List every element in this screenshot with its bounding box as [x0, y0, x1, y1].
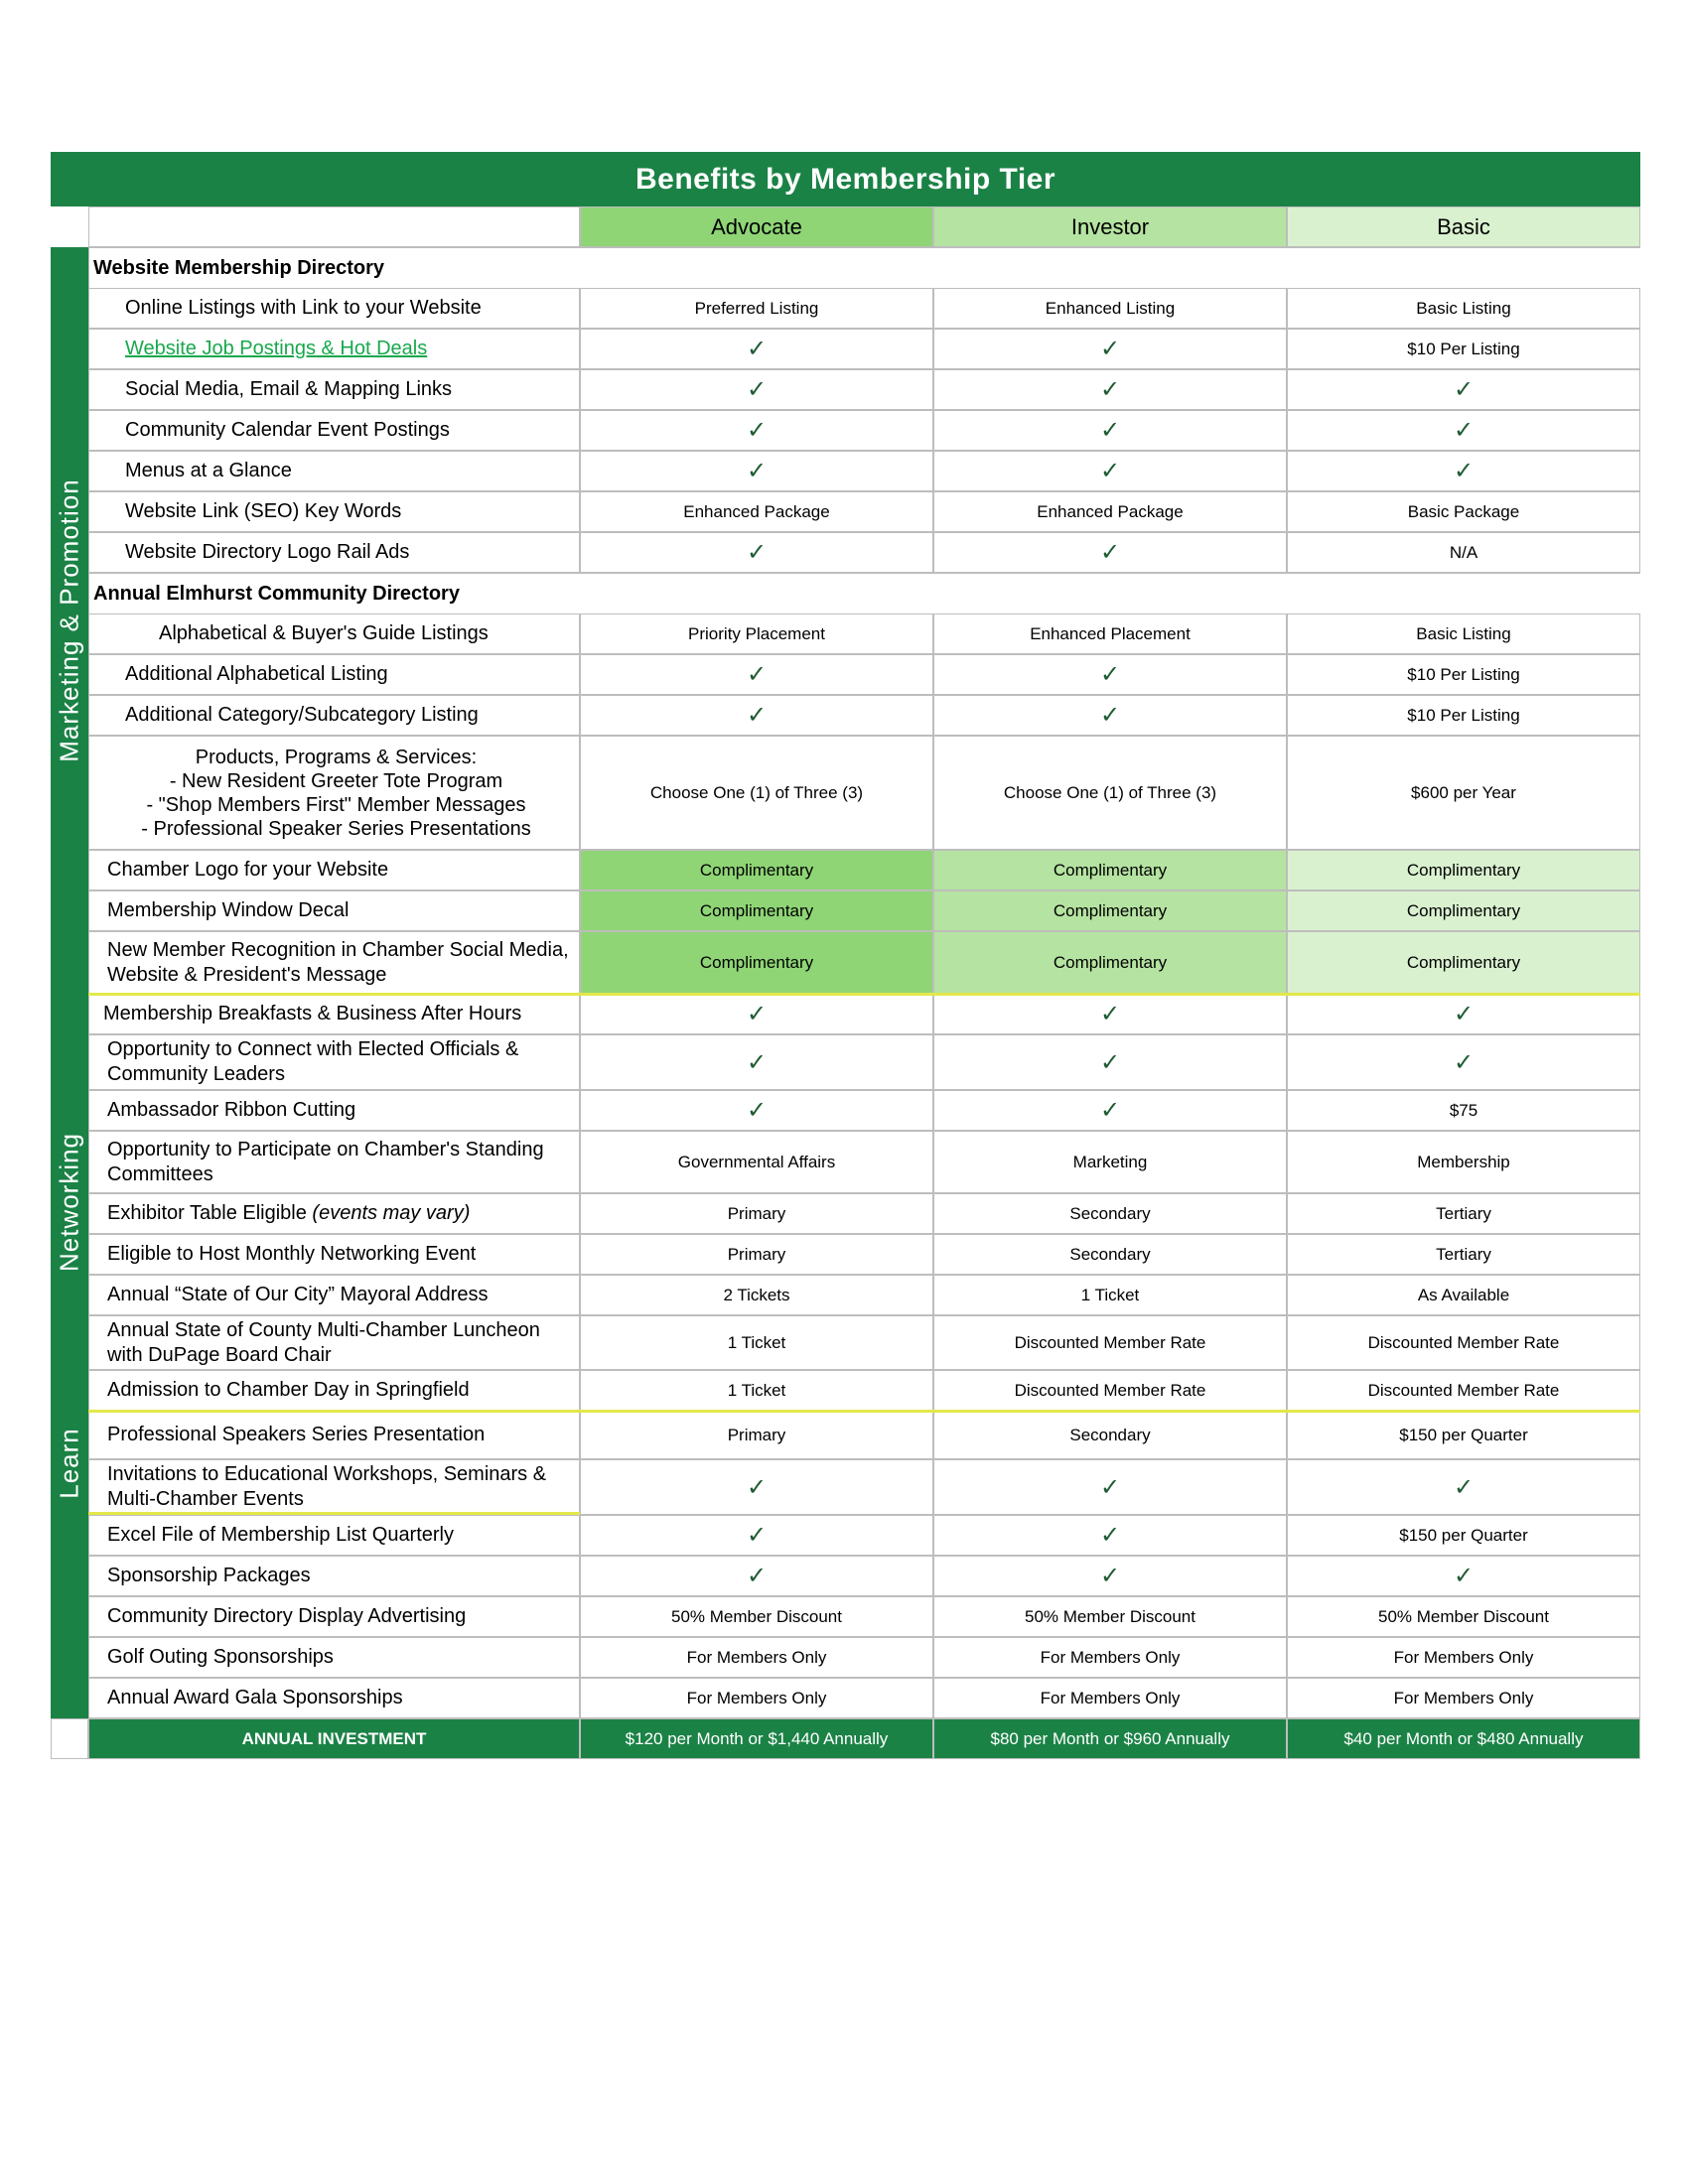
- tier-value: Discounted Member Rate: [933, 1370, 1287, 1411]
- check-icon: ✓: [580, 994, 933, 1034]
- benefit-label: Additional Category/Subcategory Listing: [88, 695, 580, 736]
- check-icon: ✓: [1287, 994, 1640, 1034]
- section-divider: [88, 1410, 1640, 1413]
- tier-value: $10 Per Listing: [1287, 654, 1640, 695]
- benefit-label: Alphabetical & Buyer's Guide Listings: [88, 614, 580, 654]
- tier-value: Complimentary: [1287, 931, 1640, 994]
- benefit-label: Social Media, Email & Mapping Links: [88, 369, 580, 410]
- tier-value: Priority Placement: [580, 614, 933, 654]
- tier-value: Basic Listing: [1287, 614, 1640, 654]
- benefit-label: Annual Award Gala Sponsorships: [88, 1678, 580, 1718]
- job-postings-link[interactable]: Website Job Postings & Hot Deals: [125, 338, 428, 359]
- check-icon: ✓: [1287, 1459, 1640, 1515]
- tier-value: Tertiary: [1287, 1193, 1640, 1234]
- benefit-label: Annual State of County Multi-Chamber Luncheon with DuPage Board Chair: [88, 1315, 580, 1370]
- tier-value: Preferred Listing: [580, 288, 933, 329]
- check-icon: ✓: [580, 410, 933, 451]
- tier-value: 1 Ticket: [933, 1275, 1287, 1315]
- tier-value: $75: [1287, 1090, 1640, 1131]
- tier-value: Membership: [1287, 1131, 1640, 1193]
- tier-value: Marketing: [933, 1131, 1287, 1193]
- tier-value: Discounted Member Rate: [933, 1315, 1287, 1370]
- check-icon: ✓: [933, 410, 1287, 451]
- tier-value: Complimentary: [580, 931, 933, 994]
- benefit-label: Products, Programs & Services: - New Resident Greeter Tote Program - "Shop Members First" Member Messages - Professional Speaker Series Presentations: [88, 736, 580, 850]
- tier-value: Complimentary: [1287, 890, 1640, 931]
- benefit-label: Membership Breakfasts & Business After Hours: [88, 994, 580, 1034]
- section-heading: Annual Elmhurst Community Directory: [88, 573, 1640, 614]
- tier-value: For Members Only: [580, 1637, 933, 1678]
- check-icon: ✓: [580, 329, 933, 369]
- tier-value: 2 Tickets: [580, 1275, 933, 1315]
- check-icon: ✓: [580, 451, 933, 491]
- annual-investment-value: $40 per Month or $480 Annually: [1287, 1718, 1640, 1759]
- benefit-label: Golf Outing Sponsorships: [88, 1637, 580, 1678]
- tier-value: Enhanced Placement: [933, 614, 1287, 654]
- benefit-label: Website Directory Logo Rail Ads: [88, 532, 580, 573]
- annual-investment-value: $120 per Month or $1,440 Annually: [580, 1718, 933, 1759]
- tier-value: Complimentary: [933, 850, 1287, 890]
- tier-value: Enhanced Package: [933, 491, 1287, 532]
- tier-value: Complimentary: [1287, 850, 1640, 890]
- tier-value: Secondary: [933, 1411, 1287, 1459]
- section-heading: Website Membership Directory: [88, 247, 1640, 288]
- check-icon: ✓: [580, 1556, 933, 1596]
- benefit-label: Menus at a Glance: [88, 451, 580, 491]
- header-blank: [88, 206, 580, 247]
- benefit-label: Annual “State of Our City” Mayoral Address: [88, 1275, 580, 1315]
- section-divider: [88, 1512, 580, 1515]
- sidebar-misc: [51, 1515, 88, 1718]
- benefit-label: Professional Speakers Series Presentation: [88, 1411, 580, 1459]
- benefit-label: Admission to Chamber Day in Springfield: [88, 1370, 580, 1411]
- benefit-label-text: Exhibitor Table Eligible: [107, 1202, 313, 1224]
- tier-header-advocate: Advocate: [580, 206, 933, 247]
- sidebar-label: Learn: [54, 1427, 84, 1499]
- tier-value: Enhanced Listing: [933, 288, 1287, 329]
- benefit-label: Invitations to Educational Workshops, Seminars & Multi-Chamber Events: [88, 1459, 580, 1515]
- tier-value: Secondary: [933, 1234, 1287, 1275]
- check-icon: ✓: [933, 329, 1287, 369]
- tier-value: N/A: [1287, 532, 1640, 573]
- check-icon: ✓: [933, 994, 1287, 1034]
- tier-value: Enhanced Package: [580, 491, 933, 532]
- benefit-label: Opportunity to Participate on Chamber's Standing Committees: [88, 1131, 580, 1193]
- tier-value: Basic Listing: [1287, 288, 1640, 329]
- tier-value: 50% Member Discount: [1287, 1596, 1640, 1637]
- section-divider: [88, 993, 1640, 996]
- check-icon: ✓: [933, 1034, 1287, 1090]
- annual-investment-label: ANNUAL INVESTMENT: [88, 1718, 580, 1759]
- check-icon: ✓: [933, 1459, 1287, 1515]
- tier-header-basic: Basic: [1287, 206, 1640, 247]
- tier-value: Primary: [580, 1193, 933, 1234]
- tier-value: Complimentary: [933, 890, 1287, 931]
- benefit-label: Website Link (SEO) Key Words: [88, 491, 580, 532]
- check-icon: ✓: [580, 1459, 933, 1515]
- tier-value: Governmental Affairs: [580, 1131, 933, 1193]
- sidebar-marketing: [51, 247, 88, 994]
- tier-value: Complimentary: [580, 890, 933, 931]
- benefit-label: Community Directory Display Advertising: [88, 1596, 580, 1637]
- tier-value: Complimentary: [580, 850, 933, 890]
- benefit-label: Ambassador Ribbon Cutting: [88, 1090, 580, 1131]
- sidebar-label: Networking: [54, 1132, 84, 1273]
- check-icon: ✓: [933, 451, 1287, 491]
- check-icon: ✓: [580, 1090, 933, 1131]
- check-icon: ✓: [580, 1515, 933, 1556]
- tier-value: Primary: [580, 1234, 933, 1275]
- tier-value: Choose One (1) of Three (3): [933, 736, 1287, 850]
- benefit-label: Excel File of Membership List Quarterly: [88, 1515, 580, 1556]
- page-title: Benefits by Membership Tier: [51, 152, 1640, 206]
- tier-value: 1 Ticket: [580, 1370, 933, 1411]
- benefit-label: Community Calendar Event Postings: [88, 410, 580, 451]
- check-icon: ✓: [933, 1090, 1287, 1131]
- tier-header-investor: Investor: [933, 206, 1287, 247]
- check-icon: ✓: [933, 1515, 1287, 1556]
- check-icon: ✓: [933, 369, 1287, 410]
- tier-value: $150 per Quarter: [1287, 1515, 1640, 1556]
- benefit-label: Sponsorship Packages: [88, 1556, 580, 1596]
- tier-value: Tertiary: [1287, 1234, 1640, 1275]
- tier-value: $150 per Quarter: [1287, 1411, 1640, 1459]
- tier-value: Choose One (1) of Three (3): [580, 736, 933, 850]
- check-icon: ✓: [1287, 1556, 1640, 1596]
- benefit-label: Eligible to Host Monthly Networking Event: [88, 1234, 580, 1275]
- check-icon: ✓: [1287, 369, 1640, 410]
- check-icon: ✓: [580, 1034, 933, 1090]
- sidebar-label: Marketing & Promotion: [54, 478, 84, 762]
- tier-value: 50% Member Discount: [933, 1596, 1287, 1637]
- tier-value: Discounted Member Rate: [1287, 1315, 1640, 1370]
- check-icon: ✓: [580, 369, 933, 410]
- check-icon: ✓: [933, 654, 1287, 695]
- check-icon: ✓: [580, 695, 933, 736]
- check-icon: ✓: [933, 1556, 1287, 1596]
- check-icon: ✓: [1287, 451, 1640, 491]
- tier-value: For Members Only: [580, 1678, 933, 1718]
- tier-value: Secondary: [933, 1193, 1287, 1234]
- benefit-label: Membership Window Decal: [88, 890, 580, 931]
- tier-value: Primary: [580, 1411, 933, 1459]
- check-icon: ✓: [933, 532, 1287, 573]
- sidebar-learn: [51, 1411, 88, 1515]
- footer-blank: [51, 1718, 88, 1759]
- benefit-label: [88, 1193, 580, 1234]
- tier-value: $10 Per Listing: [1287, 329, 1640, 369]
- check-icon: ✓: [933, 695, 1287, 736]
- annual-investment-value: $80 per Month or $960 Annually: [933, 1718, 1287, 1759]
- benefit-label: Online Listings with Link to your Website: [88, 288, 580, 329]
- benefit-label: Additional Alphabetical Listing: [88, 654, 580, 695]
- tier-value: For Members Only: [1287, 1678, 1640, 1718]
- benefit-label-note: (events may vary): [312, 1202, 471, 1224]
- tier-value: $600 per Year: [1287, 736, 1640, 850]
- tier-value: For Members Only: [1287, 1637, 1640, 1678]
- benefit-label: New Member Recognition in Chamber Social Media, Website & President's Message: [88, 931, 580, 994]
- tier-value: 1 Ticket: [580, 1315, 933, 1370]
- benefit-label: Opportunity to Connect with Elected Officials & Community Leaders: [88, 1034, 580, 1090]
- tier-value: $10 Per Listing: [1287, 695, 1640, 736]
- sidebar-networking: [51, 994, 88, 1411]
- tier-value: For Members Only: [933, 1678, 1287, 1718]
- benefits-table: [51, 206, 1640, 1768]
- check-icon: ✓: [1287, 1034, 1640, 1090]
- tier-value: Basic Package: [1287, 491, 1640, 532]
- benefit-label: [88, 329, 580, 369]
- tier-value: For Members Only: [933, 1637, 1287, 1678]
- tier-value: 50% Member Discount: [580, 1596, 933, 1637]
- benefit-label: Chamber Logo for your Website: [88, 850, 580, 890]
- tier-value: Complimentary: [933, 931, 1287, 994]
- tier-value: Discounted Member Rate: [1287, 1370, 1640, 1411]
- check-icon: ✓: [1287, 410, 1640, 451]
- check-icon: ✓: [580, 532, 933, 573]
- tier-value: As Available: [1287, 1275, 1640, 1315]
- check-icon: ✓: [580, 654, 933, 695]
